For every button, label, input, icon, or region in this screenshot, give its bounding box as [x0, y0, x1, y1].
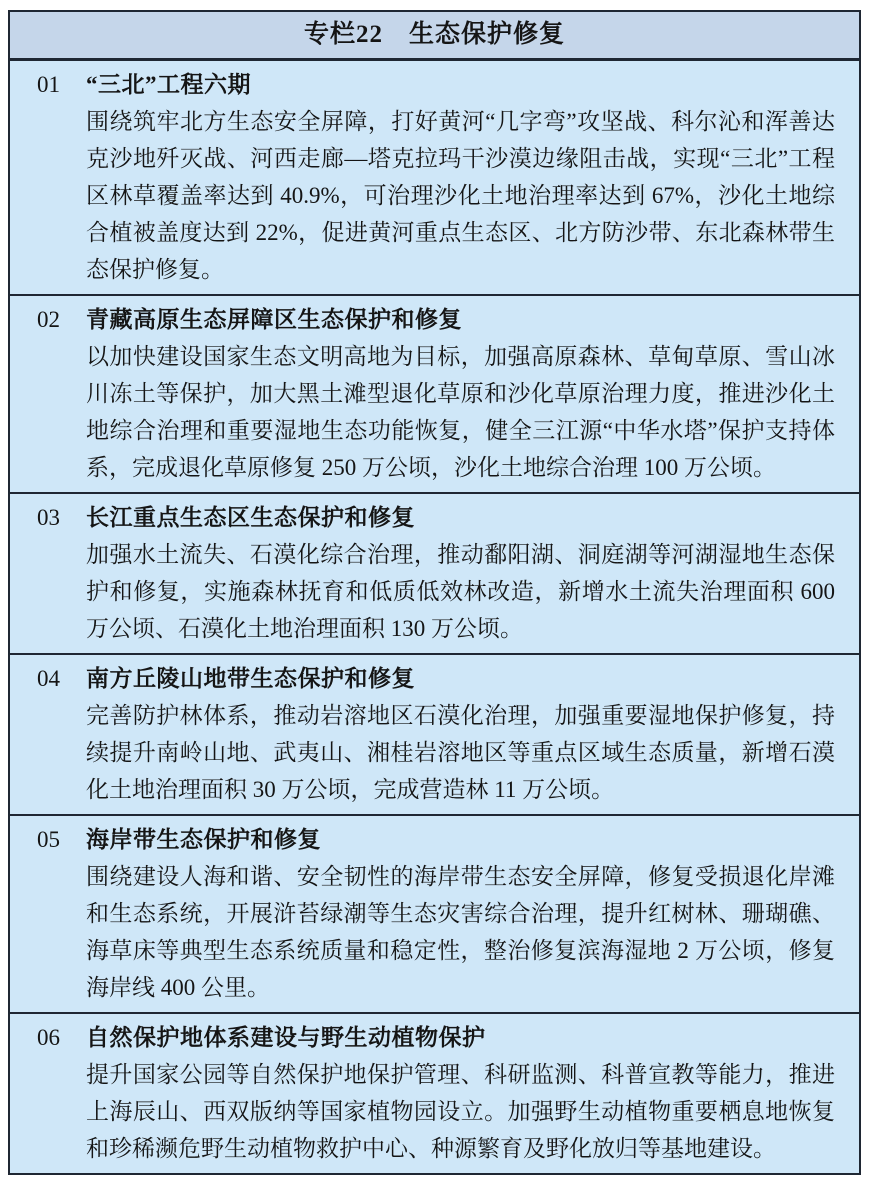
section-row-05	[10, 814, 859, 1012]
column-box-22	[8, 10, 861, 1175]
section-body: 围绕建设人海和谐、安全韧性的海岸带生态安全屏障，修复受损退化岸滩和生态系统，开展浒苔绿潮等生态灾害综合治理，提升红树林、珊瑚礁、海草床等典型生态系统质量和稳定性，整治修复滨海湿地 2 万公顷，修复海岸线 400 公里。	[86, 864, 835, 1000]
section-head	[10, 301, 859, 338]
box-title: 专栏22 生态保护修复	[10, 12, 859, 61]
section-row-02	[10, 294, 859, 492]
section-number: 03	[37, 505, 60, 530]
section-head	[10, 821, 859, 858]
section-head	[10, 660, 859, 697]
section-number: 01	[37, 72, 60, 97]
section-title: 南方丘陵山地带生态保护和修复	[86, 666, 415, 691]
section-title: 海岸带生态保护和修复	[86, 827, 321, 852]
section-body: 加强水土流失、石漠化综合治理，推动鄱阳湖、洞庭湖等河湖湿地生态保护和修复，实施森林抚育和低质低效林改造，新增水土流失治理面积 600 万公顷、石漠化土地治理面积 130 万公顷。	[86, 542, 835, 641]
section-row-01	[10, 61, 859, 294]
section-title: 青藏高原生态屏障区生态保护和修复	[86, 307, 462, 332]
section-number: 06	[37, 1025, 60, 1050]
section-body: 完善防护林体系，推动岩溶地区石漠化治理，加强重要湿地保护修复，持续提升南岭山地、武夷山、湘桂岩溶地区等重点区域生态质量，新增石漠化土地治理面积 30 万公顷，完成营造林 11 万公顷。	[86, 703, 835, 802]
section-body: 以加快建设国家生态文明高地为目标，加强高原森林、草甸草原、雪山冰川冻土等保护，加大黑土滩型退化草原和沙化草原治理力度，推进沙化土地综合治理和重要湿地生态功能恢复，健全三江源“中华水塔”保护支持体系，完成退化草原修复 250 万公顷，沙化土地综合治理 100 万公顷。	[86, 344, 835, 480]
section-row-04	[10, 653, 859, 814]
section-title: 自然保护地体系建设与野生动植物保护	[86, 1025, 486, 1050]
section-row-03	[10, 492, 859, 653]
section-number: 04	[37, 666, 60, 691]
section-head	[10, 66, 859, 103]
section-row-06	[10, 1012, 859, 1173]
section-number: 05	[37, 827, 60, 852]
section-body: 围绕筑牢北方生态安全屏障，打好黄河“几字弯”攻坚战、科尔沁和浑善达克沙地歼灭战、河西走廊—塔克拉玛干沙漠边缘阻击战，实现“三北”工程区林草覆盖率达到 40.9%，可治理沙化土地治理率达到 67%，沙化土地综合植被盖度达到 22%，促进黄河重点生态区、北方防沙带、东北森林带生态保护修复。	[86, 109, 835, 282]
section-title: “三北”工程六期	[86, 72, 251, 97]
section-head	[10, 499, 859, 536]
section-number: 02	[37, 307, 60, 332]
section-head	[10, 1019, 859, 1056]
section-title: 长江重点生态区生态保护和修复	[86, 505, 415, 530]
section-body: 提升国家公园等自然保护地保护管理、科研监测、科普宣教等能力，推进上海辰山、西双版纳等国家植物园设立。加强野生动植物重要栖息地恢复和珍稀濒危野生动植物救护中心、种源繁育及野化放归等基地建设。	[86, 1062, 835, 1161]
